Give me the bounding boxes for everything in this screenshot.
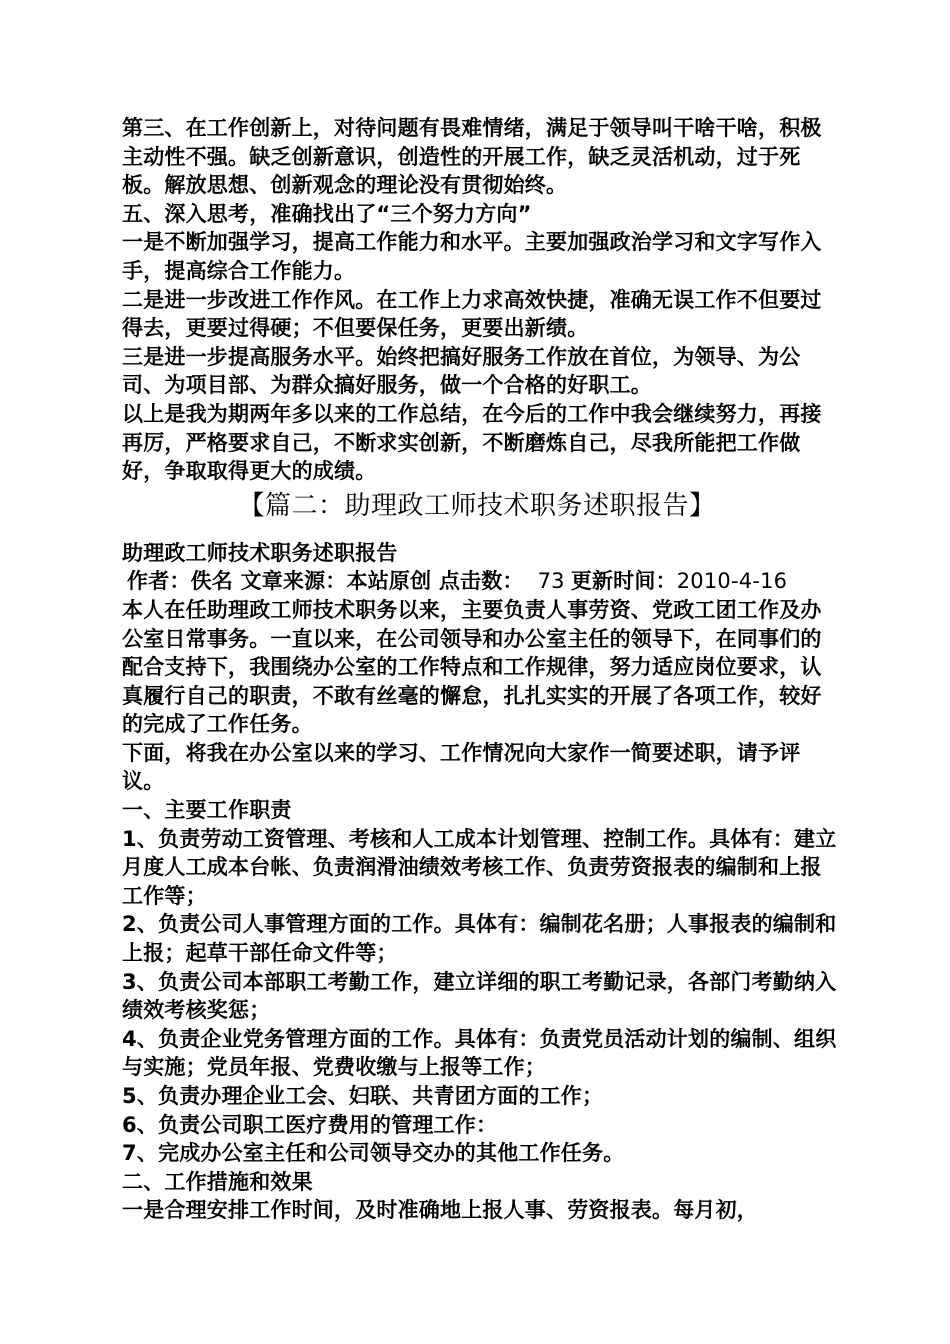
meta-date: 2010-4-16	[676, 569, 788, 594]
document-title: 助理政工师技术职务述职报告	[122, 540, 398, 565]
paragraph-direction-three: 三是进一步提高服务水平。始终把搞好服务工作放在首位，为领导、为公司、为项目部、为群众搞好服务，做一个合格的好职工。	[122, 344, 801, 398]
meta-clicks: 73	[537, 569, 565, 594]
meta-update-label: 更新时间：	[570, 569, 677, 594]
paragraph-measure-one: 一是合理安排工作时间，及时准确地上报人事、劳资报表。每月初，	[122, 1198, 758, 1223]
duty-item: 4、负责企业党务管理方面的工作。具体有：负责党员活动计划的编制、组织与实施；党员年报、党费收缴与上报等工作；	[122, 1026, 837, 1080]
duty-item: 6、负责公司职工医疗费用的管理工作：	[122, 1112, 498, 1137]
duty-item: 2、负责公司人事管理方面的工作。具体有：编制花名册；人事报表的编制和上报；起草干部任命文件等；	[122, 912, 837, 966]
heading-five: 五、深入思考，准确找出了“三个努力方向”	[122, 201, 532, 226]
article-meta	[117, 567, 837, 596]
paragraph-direction-two: 二是进一步改进工作作风。在工作上力求高效快捷，准确无误工作不但要过得去，更要过得硬；不但要保任务，更要出新绩。	[122, 287, 822, 341]
meta-prefix: 作者：佚名 文章来源：本站原创 点击数：	[127, 569, 524, 594]
document-body	[117, 114, 837, 1225]
paragraph-third-innovation: 第三、在工作创新上，对待问题有畏难情绪，满足于领导叫干啥干啥，积极主动性不强。缺乏创新意识，创造性的开展工作，缺乏灵活机动，过于死板。解放思想、创新观念的理论没有贯彻始终。	[122, 116, 822, 198]
heading-main-duties: 一、主要工作职责	[122, 798, 292, 823]
duty-item: 1、负责劳动工资管理、考核和人工成本计划管理、控制工作。具体有：建立月度人工成本台帐、负责润滑油绩效考核工作、负责劳资报表的编制和上报工作等；	[122, 826, 837, 908]
paragraph-intro-2: 下面，将我在办公室以来的学习、工作情况向大家作一简要述职，请予评议。	[122, 740, 801, 794]
spacer	[117, 523, 837, 539]
heading-measures: 二、工作措施和效果	[122, 1169, 313, 1194]
section-title: 【篇二：助理政工师技术职务述职报告】	[238, 490, 716, 521]
duty-item: 5、负责办理企业工会、妇联、共青团方面的工作；	[122, 1084, 604, 1108]
paragraph-direction-one: 一是不断加强学习，提高工作能力和水平。主要加强政治学习和文字写作入手，提高综合工作能力。	[122, 230, 822, 283]
paragraph-closing: 以上是我为期两年多以来的工作总结，在今后的工作中我会继续努力，再接再厉，严格要求自己，不断求实创新，不断磨炼自己，尽我所能把工作做好，争取取得更大的成绩。	[122, 401, 822, 484]
duty-item: 7、完成办公室主任和公司领导交办的其他工作任务。	[122, 1141, 625, 1166]
duty-item: 3、负责公司本部职工考勤工作，建立详细的职工考勤记录，各部门考勤纳入绩效考核奖惩；	[122, 969, 837, 1023]
paragraph-intro: 本人在任助理政工师技术职务以来，主要负责人事劳资、党政工团工作及办公室日常事务。一直以来，在公司领导和办公室主任的领导下，在同事们的配合支持下，我围绕办公室的工作特点和工作规律，努力适应岗位要求，认真履行自己的职责，不敢有丝毫的懈怠，扎扎实实的开展了各项工作，较好的完成了工作任务。	[122, 597, 822, 737]
